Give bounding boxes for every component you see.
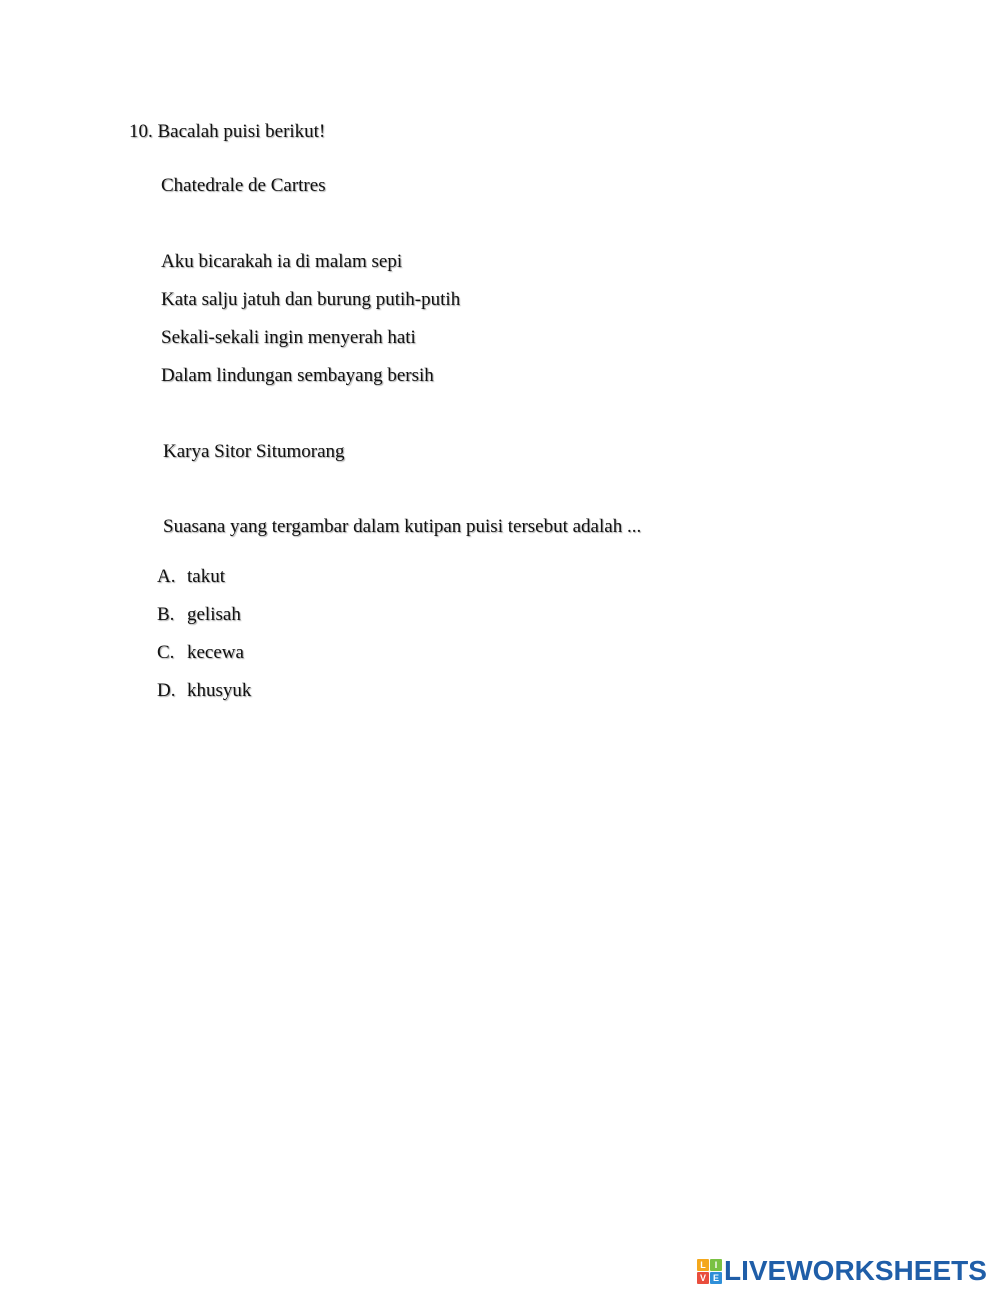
option-text: khusyuk: [187, 680, 252, 701]
liveworksheets-logo: [697, 1254, 987, 1288]
option-letter: C.: [157, 642, 175, 663]
question-prompt: Suasana yang tergambar dalam kutipan puisi tersebut adalah ...: [163, 516, 642, 537]
option-text: gelisah: [187, 604, 241, 625]
option-letter: A.: [157, 566, 176, 587]
question-heading: 10. Bacalah puisi berikut!: [129, 121, 326, 142]
logo-block: E: [710, 1272, 722, 1284]
option-text: kecewa: [187, 642, 244, 663]
poem-author: Karya Sitor Situmorang: [163, 441, 345, 462]
logo-blocks-icon: [697, 1259, 722, 1284]
option-text: takut: [187, 566, 225, 587]
poem-line: Kata salju jatuh dan burung putih-putih: [161, 289, 461, 310]
poem-line: Dalam lindungan sembayang bersih: [161, 365, 434, 386]
poem-line: Sekali-sekali ingin menyerah hati: [161, 327, 416, 348]
option-letter: D.: [157, 680, 176, 701]
poem-title: Chatedrale de Cartres: [161, 175, 326, 196]
logo-block: I: [710, 1259, 722, 1271]
logo-block: V: [697, 1272, 709, 1284]
logo-block: L: [697, 1259, 709, 1271]
poem-line: Aku bicarakah ia di malam sepi: [161, 251, 403, 272]
logo-text: LIVEWORKSHEETS: [724, 1255, 987, 1286]
option-letter: B.: [157, 604, 175, 625]
